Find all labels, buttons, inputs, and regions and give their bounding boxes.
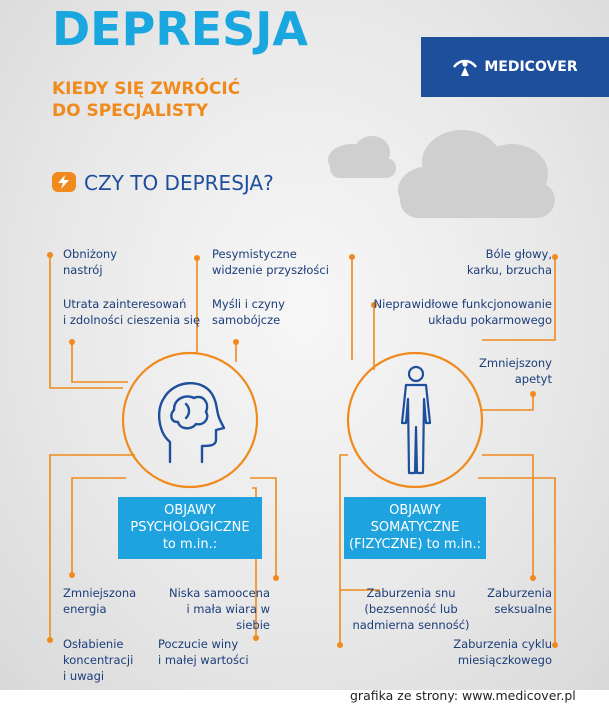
symptom-pessimism: Pesymistyczne widzenie przyszłości [212,247,329,277]
symptom-sexual-disorders: Zaburzenia seksualne [487,586,552,616]
symptom-cycle-disorders: Zaburzenia cyklu miesiączkowego [453,637,552,667]
symptom-low-energy: Zmniejszona energia [63,586,137,616]
image-credit: grafika ze strony: www.medicover.pl [350,688,576,703]
symptom-loss-of-interest: Utrata zainteresowań i zdolności cieszenia się [63,297,201,327]
human-figure-icon [398,365,434,477]
symptom-pain: Bóle głowy, karku, brzucha [466,247,552,277]
somatic-label: OBJAWY SOMATYCZNE (FIZYCZNE) to m.in.: [344,497,486,559]
brand-label: MEDICOVER [484,59,578,75]
symptom-digestive: Nieprawidłowe funkcjonowanie układu pokarmowego [373,297,552,327]
symptom-guilt: Poczucie winy i małej wartości [158,637,249,667]
symptom-low-appetite: Zmniejszony apetyt [479,356,552,386]
symptom-low-self-esteem: Niska samoocena i mała wiara w siebie [169,586,270,632]
page-title: DEPRESJA [52,2,309,56]
symptom-low-mood: Obniżony nastrój [63,247,118,277]
symptom-poor-concentration: Osłabienie koncentracji i uwagi [63,637,134,683]
head-brain-icon [150,370,230,465]
psychological-label: OBJAWY PSYCHOLOGICZNE to m.in.: [118,497,262,559]
question-heading: CZY TO DEPRESJA? [84,171,274,195]
symptom-sleep-disorders: Zaburzenia snu (bezsenność lub nadmierna senność) [352,586,470,632]
symptom-suicidal-thoughts: Myśli i czyny samobójcze [212,297,285,327]
page-subtitle: KIEDY SIĘ ZWRÓCIĆ DO SPECJALISTY [52,79,241,121]
